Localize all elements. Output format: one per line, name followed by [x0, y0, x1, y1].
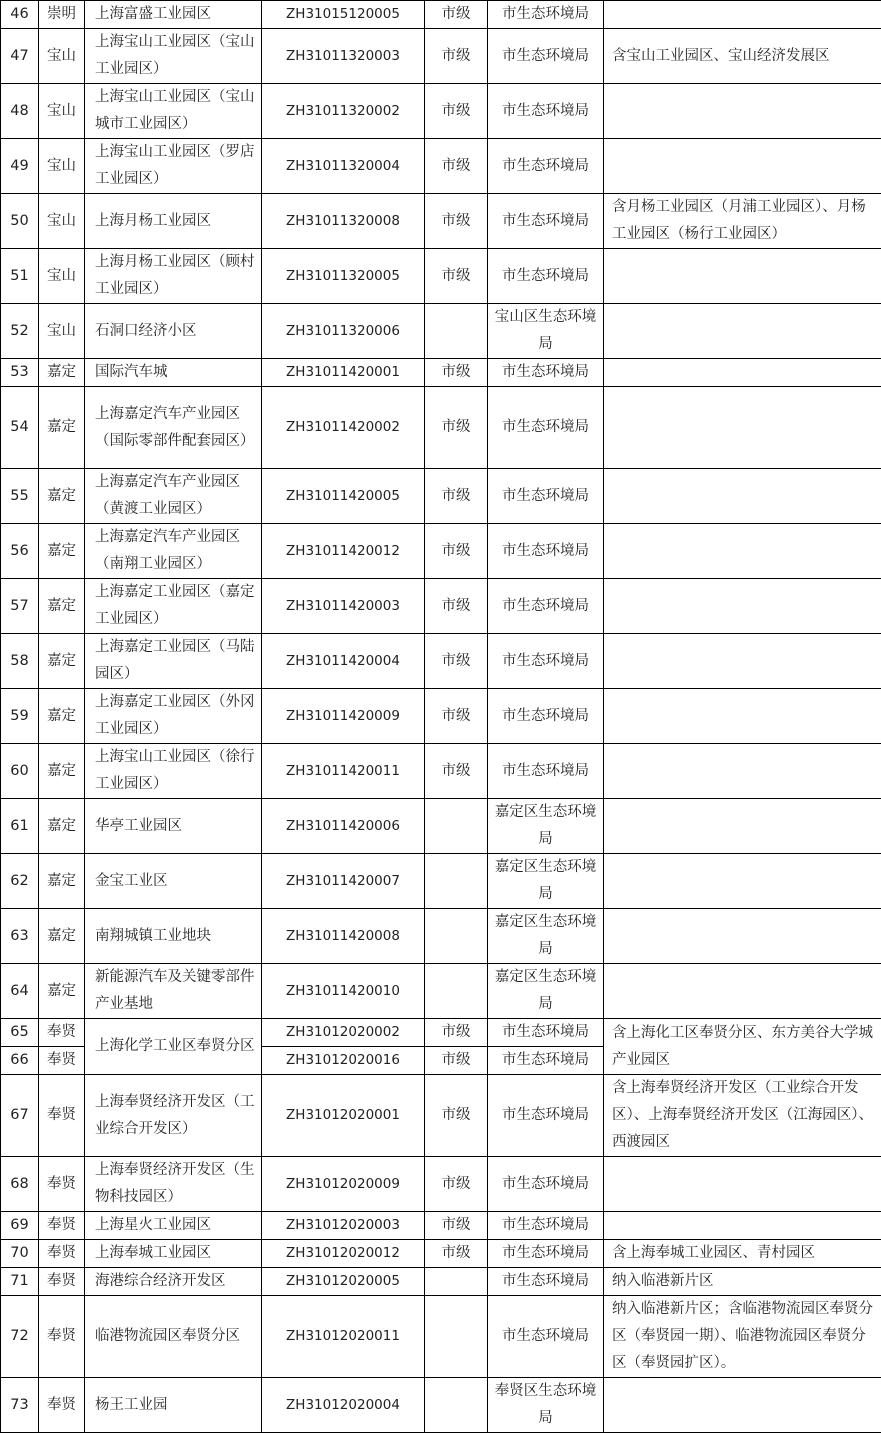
table-row: [1, 1, 881, 29]
row-number: 63: [1, 909, 39, 964]
remarks: [604, 1157, 881, 1212]
managing-dept: 市生态环境局: [488, 84, 604, 139]
district: 嘉定: [39, 469, 85, 524]
table-row: [1, 744, 881, 799]
row-number: 57: [1, 579, 39, 634]
managing-dept: 奉贤区生态环境局: [488, 1378, 604, 1433]
remarks: [604, 84, 881, 139]
managing-dept: 市生态环境局: [488, 579, 604, 634]
row-number: 52: [1, 304, 39, 359]
park-code: ZH31015120005: [262, 1, 425, 29]
managing-dept: 市生态环境局: [488, 1157, 604, 1212]
park-level: 市级: [425, 634, 488, 689]
managing-dept: 市生态环境局: [488, 744, 604, 799]
district: 奉贤: [39, 1212, 85, 1240]
remarks: [604, 1378, 881, 1433]
park-code: ZH31011420004: [262, 634, 425, 689]
park-code: ZH31011420003: [262, 579, 425, 634]
remarks: [604, 304, 881, 359]
park-name: 上海嘉定汽车产业园区（国际零部件配套园区）: [85, 387, 262, 469]
managing-dept: 嘉定区生态环境局: [488, 799, 604, 854]
park-level: 市级: [425, 1, 488, 29]
managing-dept: 市生态环境局: [488, 1296, 604, 1378]
row-number: 73: [1, 1378, 39, 1433]
row-number: 65: [1, 1019, 39, 1047]
park-name: 上海化学工业区奉贤分区: [85, 1019, 262, 1075]
table-row: [1, 634, 881, 689]
park-level: 市级: [425, 359, 488, 387]
district: 嘉定: [39, 579, 85, 634]
district: 嘉定: [39, 524, 85, 579]
park-name: 杨王工业园: [85, 1378, 262, 1433]
remarks: 含月杨工业园区（月浦工业园区）、月杨工业园区（杨行工业园区）: [604, 194, 881, 249]
row-number: 67: [1, 1075, 39, 1157]
managing-dept: 市生态环境局: [488, 387, 604, 469]
park-code: ZH31011420006: [262, 799, 425, 854]
park-code: ZH31012020002: [262, 1019, 425, 1047]
park-code: ZH31011420012: [262, 524, 425, 579]
park-level: 市级: [425, 139, 488, 194]
managing-dept: 市生态环境局: [488, 634, 604, 689]
park-name: 上海宝山工业园区（宝山城市工业园区）: [85, 84, 262, 139]
district: 宝山: [39, 194, 85, 249]
park-code: ZH31011320006: [262, 304, 425, 359]
park-level: 市级: [425, 579, 488, 634]
park-level: [425, 1268, 488, 1296]
managing-dept: 市生态环境局: [488, 29, 604, 84]
park-name: 上海星火工业园区: [85, 1212, 262, 1240]
park-level: 市级: [425, 84, 488, 139]
table-row: [1, 1268, 881, 1296]
row-number: 61: [1, 799, 39, 854]
managing-dept: 市生态环境局: [488, 139, 604, 194]
park-level: 市级: [425, 194, 488, 249]
row-number: 59: [1, 689, 39, 744]
district: 嘉定: [39, 909, 85, 964]
table-row: [1, 469, 881, 524]
row-number: 64: [1, 964, 39, 1019]
table-row: [1, 84, 881, 139]
row-number: 72: [1, 1296, 39, 1378]
district: 奉贤: [39, 1157, 85, 1212]
row-number: 49: [1, 139, 39, 194]
park-name: 海港综合经济开发区: [85, 1268, 262, 1296]
remarks: [604, 689, 881, 744]
table-row: [1, 1240, 881, 1268]
park-code: ZH31011420009: [262, 689, 425, 744]
remarks: 纳入临港新片区；含临港物流园区奉贤分区（奉贤园一期）、临港物流园区奉贤分区（奉贤园扩区）。: [604, 1296, 881, 1378]
table-row: [1, 1157, 881, 1212]
district: 宝山: [39, 84, 85, 139]
park-level: [425, 799, 488, 854]
park-level: [425, 304, 488, 359]
park-level: 市级: [425, 469, 488, 524]
park-code: ZH31011420010: [262, 964, 425, 1019]
table-row: [1, 359, 881, 387]
table-row: [1, 689, 881, 744]
district: 宝山: [39, 139, 85, 194]
row-number: 55: [1, 469, 39, 524]
park-level: 市级: [425, 249, 488, 304]
park-name: 上海奉城工业园区: [85, 1240, 262, 1268]
district: 嘉定: [39, 744, 85, 799]
district: 嘉定: [39, 964, 85, 1019]
park-level: 市级: [425, 1019, 488, 1047]
park-name: 上海奉贤经济开发区（生物科技园区）: [85, 1157, 262, 1212]
district: 奉贤: [39, 1047, 85, 1075]
park-level: [425, 909, 488, 964]
park-code: ZH31012020001: [262, 1075, 425, 1157]
park-name: 上海嘉定汽车产业园区（黄渡工业园区）: [85, 469, 262, 524]
park-level: 市级: [425, 1047, 488, 1075]
table-row: [1, 909, 881, 964]
managing-dept: 市生态环境局: [488, 1, 604, 29]
remarks: [604, 387, 881, 469]
table-row: [1, 1296, 881, 1378]
district: 嘉定: [39, 634, 85, 689]
district: 嘉定: [39, 387, 85, 469]
remarks: [604, 964, 881, 1019]
table-row: [1, 854, 881, 909]
row-number: 51: [1, 249, 39, 304]
row-number: 53: [1, 359, 39, 387]
park-code: ZH31011420001: [262, 359, 425, 387]
park-code: ZH31011320002: [262, 84, 425, 139]
park-name: 上海月杨工业园区（顾村工业园区）: [85, 249, 262, 304]
managing-dept: 嘉定区生态环境局: [488, 909, 604, 964]
park-name: 上海嘉定工业园区（嘉定工业园区）: [85, 579, 262, 634]
park-name: 上海奉贤经济开发区（工业综合开发区）: [85, 1075, 262, 1157]
managing-dept: 市生态环境局: [488, 1268, 604, 1296]
table-row: [1, 29, 881, 84]
park-level: [425, 1296, 488, 1378]
district: 宝山: [39, 304, 85, 359]
managing-dept: 市生态环境局: [488, 1240, 604, 1268]
remarks: [604, 1, 881, 29]
managing-dept: 市生态环境局: [488, 249, 604, 304]
district: 嘉定: [39, 799, 85, 854]
district: 宝山: [39, 29, 85, 84]
managing-dept: 嘉定区生态环境局: [488, 854, 604, 909]
remarks: [604, 744, 881, 799]
district: 嘉定: [39, 359, 85, 387]
park-level: 市级: [425, 387, 488, 469]
remarks: [604, 524, 881, 579]
table-row: [1, 1378, 881, 1433]
park-level: 市级: [425, 1240, 488, 1268]
park-level: 市级: [425, 1157, 488, 1212]
remarks: [604, 469, 881, 524]
park-level: [425, 964, 488, 1019]
remarks: [604, 909, 881, 964]
table-row: [1, 304, 881, 359]
table-row: [1, 249, 881, 304]
row-number: 47: [1, 29, 39, 84]
park-name: 上海嘉定汽车产业园区（南翔工业园区）: [85, 524, 262, 579]
park-level: 市级: [425, 524, 488, 579]
table-row: [1, 799, 881, 854]
table-row: [1, 1075, 881, 1157]
park-code: ZH31011420007: [262, 854, 425, 909]
park-name: 上海月杨工业园区: [85, 194, 262, 249]
managing-dept: 宝山区生态环境局: [488, 304, 604, 359]
park-name: 新能源汽车及关键零部件产业基地: [85, 964, 262, 1019]
district: 奉贤: [39, 1268, 85, 1296]
park-name: 上海嘉定工业园区（马陆园区）: [85, 634, 262, 689]
park-level: 市级: [425, 29, 488, 84]
park-code: ZH31012020004: [262, 1378, 425, 1433]
table-row: [1, 387, 881, 469]
park-level: 市级: [425, 1075, 488, 1157]
district: 奉贤: [39, 1075, 85, 1157]
remarks: [604, 799, 881, 854]
remarks: [604, 579, 881, 634]
park-code: ZH31012020009: [262, 1157, 425, 1212]
row-number: 60: [1, 744, 39, 799]
park-name: 石洞口经济小区: [85, 304, 262, 359]
park-code: ZH31011420008: [262, 909, 425, 964]
managing-dept: 嘉定区生态环境局: [488, 964, 604, 1019]
row-number: 46: [1, 1, 39, 29]
park-name: 金宝工业区: [85, 854, 262, 909]
park-name: 南翔城镇工业地块: [85, 909, 262, 964]
district: 奉贤: [39, 1019, 85, 1047]
row-number: 66: [1, 1047, 39, 1075]
park-code: ZH31011320004: [262, 139, 425, 194]
row-number: 58: [1, 634, 39, 689]
remarks: [604, 139, 881, 194]
managing-dept: 市生态环境局: [488, 1075, 604, 1157]
district: 嘉定: [39, 689, 85, 744]
district: 嘉定: [39, 854, 85, 909]
row-number: 62: [1, 854, 39, 909]
remarks: [604, 854, 881, 909]
park-name: 国际汽车城: [85, 359, 262, 387]
park-code: ZH31011420005: [262, 469, 425, 524]
table-row: [1, 194, 881, 249]
row-number: 56: [1, 524, 39, 579]
district: 奉贤: [39, 1378, 85, 1433]
table-row: [1, 1212, 881, 1240]
park-level: [425, 1378, 488, 1433]
managing-dept: 市生态环境局: [488, 469, 604, 524]
table-row: [1, 524, 881, 579]
table-row: [1, 964, 881, 1019]
remarks: 含上海化工区奉贤分区、东方美谷大学城产业园区: [604, 1019, 881, 1075]
park-code: ZH31011320005: [262, 249, 425, 304]
remarks: [604, 359, 881, 387]
managing-dept: 市生态环境局: [488, 524, 604, 579]
park-level: 市级: [425, 689, 488, 744]
remarks: 纳入临港新片区: [604, 1268, 881, 1296]
managing-dept: 市生态环境局: [488, 359, 604, 387]
remarks: [604, 1212, 881, 1240]
row-number: 69: [1, 1212, 39, 1240]
district: 奉贤: [39, 1296, 85, 1378]
park-name: 上海富盛工业园区: [85, 1, 262, 29]
park-code: ZH31012020012: [262, 1240, 425, 1268]
park-code: ZH31012020011: [262, 1296, 425, 1378]
park-code: ZH31011420011: [262, 744, 425, 799]
district: 崇明: [39, 1, 85, 29]
row-number: 71: [1, 1268, 39, 1296]
row-number: 48: [1, 84, 39, 139]
table-row: [1, 579, 881, 634]
park-code: ZH31012020016: [262, 1047, 425, 1075]
row-number: 68: [1, 1157, 39, 1212]
park-name: 临港物流园区奉贤分区: [85, 1296, 262, 1378]
table-row: [1, 1019, 881, 1047]
park-name: 上海宝山工业园区（徐行工业园区）: [85, 744, 262, 799]
park-code: ZH31011420002: [262, 387, 425, 469]
remarks: 含宝山工业园区、宝山经济发展区: [604, 29, 881, 84]
park-name: 上海嘉定工业园区（外冈工业园区）: [85, 689, 262, 744]
park-code: ZH31011320003: [262, 29, 425, 84]
park-name: 上海宝山工业园区（罗店工业园区）: [85, 139, 262, 194]
park-name: 上海宝山工业园区（宝山工业园区）: [85, 29, 262, 84]
park-level: 市级: [425, 744, 488, 799]
managing-dept: 市生态环境局: [488, 194, 604, 249]
district: 宝山: [39, 249, 85, 304]
park-level: [425, 854, 488, 909]
managing-dept: 市生态环境局: [488, 689, 604, 744]
managing-dept: 市生态环境局: [488, 1047, 604, 1075]
park-level: 市级: [425, 1212, 488, 1240]
managing-dept: 市生态环境局: [488, 1212, 604, 1240]
remarks: 含上海奉贤经济开发区（工业综合开发区）、上海奉贤经济开发区（江海园区）、西渡园区: [604, 1075, 881, 1157]
row-number: 70: [1, 1240, 39, 1268]
row-number: 50: [1, 194, 39, 249]
remarks: 含上海奉城工业园区、青村园区: [604, 1240, 881, 1268]
table-row: [1, 139, 881, 194]
park-code: ZH31012020005: [262, 1268, 425, 1296]
park-code: ZH31011320008: [262, 194, 425, 249]
managing-dept: 市生态环境局: [488, 1019, 604, 1047]
park-code: ZH31012020003: [262, 1212, 425, 1240]
park-name: 华亭工业园区: [85, 799, 262, 854]
remarks: [604, 249, 881, 304]
row-number: 54: [1, 387, 39, 469]
remarks: [604, 634, 881, 689]
district: 奉贤: [39, 1240, 85, 1268]
